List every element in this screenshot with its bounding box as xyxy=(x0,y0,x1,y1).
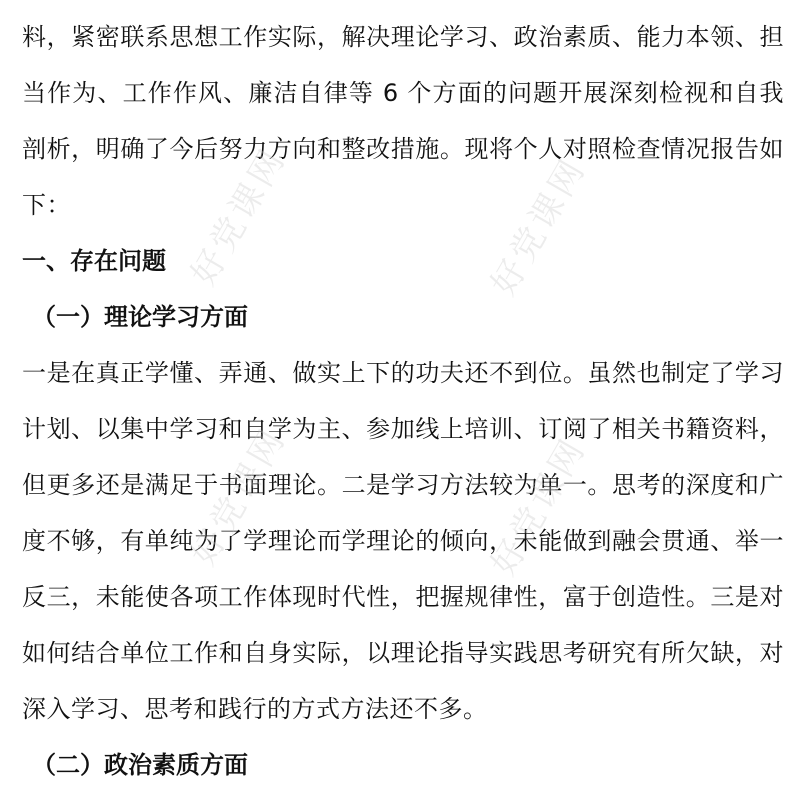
watermark: 好党课网 xyxy=(483,430,595,583)
theory-study-paragraph: 一是在真正学懂、弄通、做实上下的功夫还不到位。虽然也制定了学习计划、以集中学习和自学为主、参加线上培训、订阅了相关书籍资料，但更多还是满足于书面理论。二是学习方法较为单一。思考的深度和广度不够，有单纯为了学理论而学理论的倾向，未能做到融会贯通、举一反三，未能使各项工作体现时代性，把握规律性，富于创造性。三是对如何结合单位工作和自身实际，以理论指导实践思考研究有所欠缺，对深入学习、思考和践行的方式方法还不多。 xyxy=(22,359,784,723)
subheading-theory-study: （一）理论学习方面 xyxy=(32,303,248,331)
subheading-political-quality: （二）政治素质方面 xyxy=(32,751,248,779)
watermark: 好党课网 xyxy=(183,420,295,573)
intro-paragraph: 料，紧密联系思想工作实际，解决理论学习、政治素质、能力本领、担当作为、工作作风、廉洁自律等 6 个方面的问题开展深刻检视和自我剖析，明确了今后努力方向和整改措施。现将个人对照检查情况报告如下： xyxy=(22,23,784,219)
watermark: 好党课网 xyxy=(183,140,295,293)
watermark: 好党课网 xyxy=(483,150,595,303)
section-heading-problems: 一、存在问题 xyxy=(22,247,166,275)
